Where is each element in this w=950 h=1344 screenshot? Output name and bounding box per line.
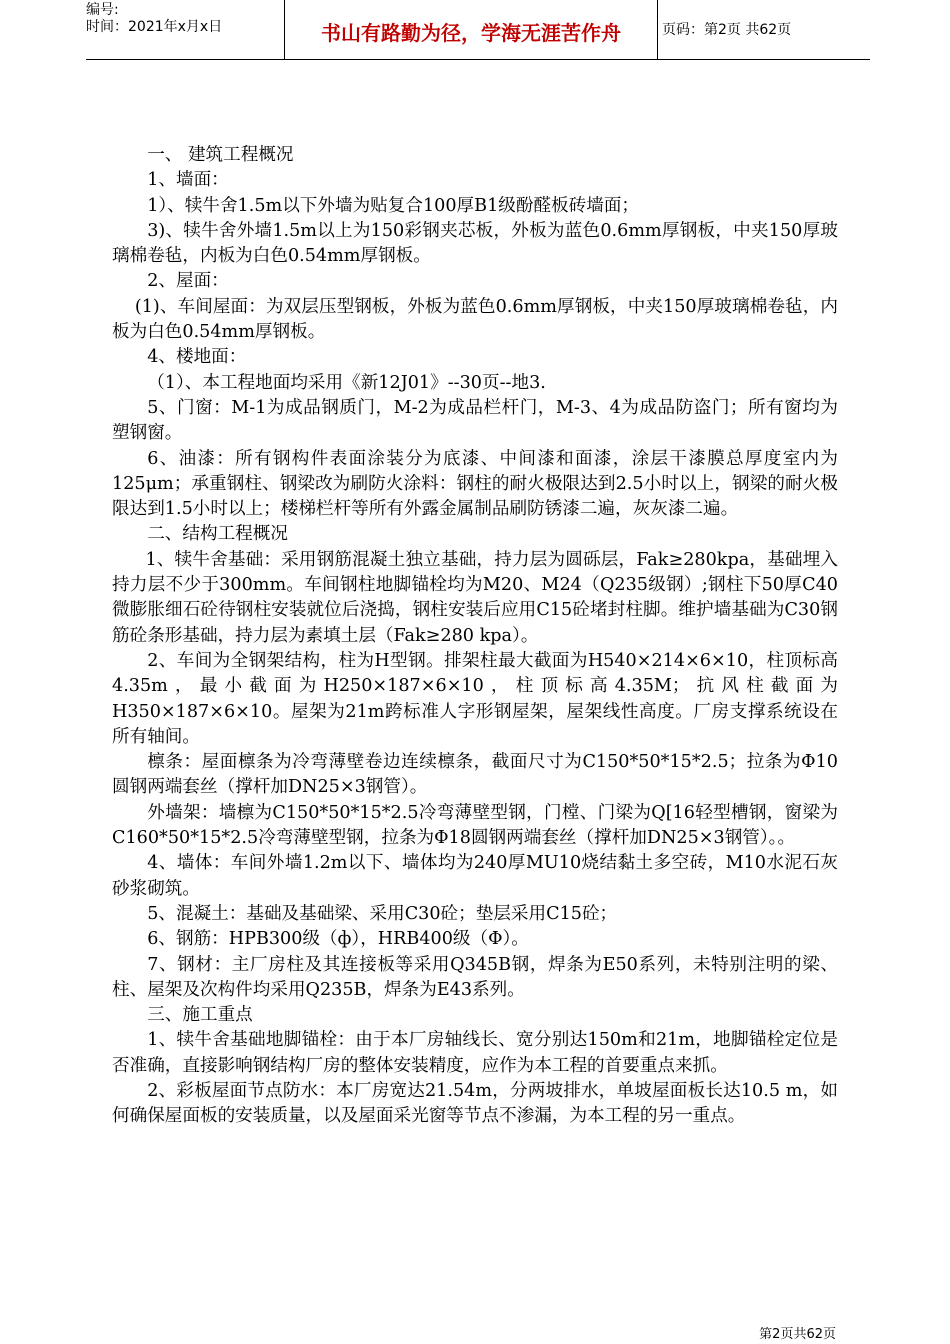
subsection-heading: 2、屋面： (147, 271, 229, 292)
paragraph: 1）、犊牛舍1.5m以下外墙为贴复合100厚B1级酚醛板砖墙面； (147, 195, 640, 216)
document-date-label: 时间：2021年x月x日 (86, 19, 223, 35)
paragraph: 6、油漆：所有钢构件表面涂装分为底漆、中间漆和面漆，涂层干漆膜总厚度室内为125μm；承重钢柱、钢梁改为刷防火涂料：钢柱的耐火极限达到2.5小时以上，钢梁的耐火极限达到1.5小时以上；楼梯栏杆等所有外露金属制品刷防锈漆二遍，灰灰漆二遍。 (112, 448, 838, 520)
header-divider (657, 0, 658, 60)
page-header (86, 0, 870, 60)
paragraph: 4、墙体：车间外墙1.2m以下、墙体均为240厚MU10烧结黏土多空砖，M10水泥石灰砂浆砌筑。 (112, 853, 838, 899)
paragraph: 1、犊牛舍基础地脚锚栓：由于本厂房轴线长、宽分别达150m和21m，地脚锚栓定位是否准确，直接影响钢结构厂房的整体安装精度，应作为本工程的首要重点来抓。 (112, 1030, 838, 1076)
header-motto: 书山有路勤为径，学海无涯苦作舟 (321, 21, 621, 45)
paragraph: 3)、犊牛舍外墙1.5m以上为150彩钢夹芯板，外板为蓝色0.6mm厚钢板，中夹150厚玻璃棉卷毡，内板为白色0.54mm厚钢板。 (112, 220, 838, 267)
paragraph: 5、门窗：M-1为成品钢质门，M-2为成品栏杆门，M-3、4为成品防盗门；所有窗均为塑钢窗。 (112, 397, 838, 444)
section-heading: 一、 建筑工程概况 (147, 145, 294, 165)
footer-page-number: 第2页共62页 (759, 1327, 836, 1342)
subsection-heading: 4、楼地面： (147, 347, 247, 368)
section-heading: 三、施工重点 (147, 1005, 253, 1026)
subsection-heading: 1、墙面： (147, 170, 229, 191)
paragraph: （1）、本工程地面均采用《新12J01》--30页--地3. (147, 372, 546, 393)
paragraph: 6、钢筋：HPB300级（ф），HRB400级（Φ）。 (147, 929, 529, 950)
document-body (112, 143, 838, 1130)
paragraph: 1、犊牛舍基础：采用钢筋混凝土独立基础，持力层为圆砾层，Fak≥280kpa，基础埋入持力层不少于300mm。车间钢柱地脚锚栓均为M20、M24（Q235级钢）;钢柱下50厚C40微膨胀细石砼待钢柱安装就位后浇捣，钢柱安装后应用C15砼堵封柱脚。维护墙基础为C30钢筋砼条形基础，持力层为素填土层（Fak≥280 kpa）。 (112, 549, 838, 646)
paragraph: 2、车间为全钢架结构，柱为H型钢。排架柱最大截面为H540×214×6×10，柱顶标高4.35m，最小截面为H250×187×6×10，柱顶标高4.35M；抗风柱截面为H350×187×6×10。屋架为21m跨标准人字形钢屋架，屋架线性高度。厂房支撑系统设在所有轴间。 (112, 650, 838, 747)
document-number-label: 编号: (86, 2, 119, 18)
header-meta (86, 2, 286, 36)
paragraph: (1)、车间屋面：为双层压型钢板，外板为蓝色0.6mm厚钢板，中夹150厚玻璃棉卷毡，内板为白色0.54mm厚钢板。 (112, 296, 838, 343)
header-rule (86, 59, 870, 60)
header-page-number: 页码：第2页 共62页 (662, 22, 792, 38)
paragraph: 5、混凝土：基础及基础梁、采用C30砼；垫层采用C15砼； (147, 903, 618, 924)
paragraph: 檩条：屋面檩条为冷弯薄壁卷边连续檩条，截面尺寸为C150*50*15*2.5；拉条为Φ10圆钢两端套丝（撑杆加DN25×3钢管）。 (112, 752, 838, 798)
paragraph: 7、钢材：主厂房柱及其连接板等采用Q345B钢，焊条为E50系列，未特别注明的梁、柱、屋架及次构件均采用Q235B，焊条为E43系列。 (112, 954, 838, 1000)
paragraph: 2、彩板屋面节点防水：本厂房宽达21.54m，分两坡排水，单坡屋面板长达10.5 m，如何确保屋面板的安装质量，以及屋面采光窗等节点不渗漏，为本工程的另一重点。 (112, 1080, 838, 1127)
paragraph: 外墙架：墙檩为C150*50*15*2.5冷弯薄壁型钢，门樘、门梁为Q[16轻型槽钢，窗梁为C160*50*15*2.5冷弯薄壁型钢，拉条为Φ18圆钢两端套丝（撑杆加DN25×3钢管）。。 (112, 802, 838, 849)
section-heading: 二、结构工程概况 (147, 524, 288, 545)
